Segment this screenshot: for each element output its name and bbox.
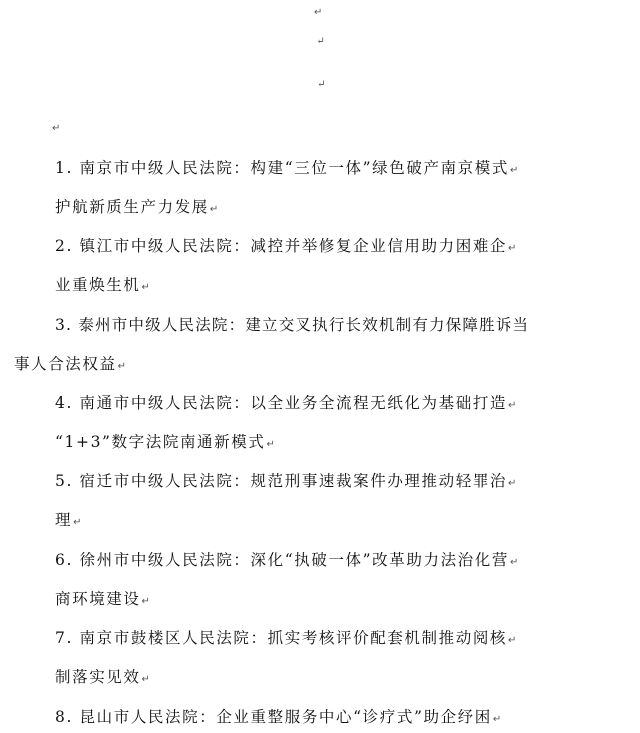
paragraph-mark: ↵ [117, 361, 126, 372]
list-item-1-line-2: 护航新质生产力发展↵ [55, 198, 219, 216]
paragraph-mark: ↵ [508, 635, 517, 646]
blank-paragraph-mark: ↵ [52, 123, 61, 134]
paragraph-mark: ↵ [508, 400, 517, 411]
list-item-3-line-1: 3. 泰州市中级人民法院：建立交叉执行长效机制有力保障胜诉当 [55, 316, 530, 334]
top-paragraph-mark: ↵ [314, 7, 323, 18]
paragraph-mark: ↵ [266, 439, 275, 450]
list-item-2-line-2: 业重焕生机↵ [55, 276, 150, 294]
paragraph-mark: ↵ [492, 714, 502, 725]
paragraph-mark: ↵ [508, 478, 517, 489]
document-title-line-2 [0, 79, 640, 90]
list-item-5-line-2: 理↵ [55, 511, 82, 529]
paragraph-mark: ↵ [509, 165, 519, 176]
paragraph-mark: ↵ [141, 596, 150, 607]
list-item-1-line-1: 1. 南京市中级人民法院：构建“三位一体”绿色破产南京模式↵ [55, 159, 519, 177]
list-item-6-line-1: 6. 徐州市中级人民法院：深化“执破一体”改革助力法治化营↵ [55, 551, 519, 569]
paragraph-mark: ↵ [509, 557, 519, 568]
list-item-8-line-1: 8. 昆山市人民法院：企业重整服务中心“诊疗式”助企纾困↵ [55, 708, 502, 726]
paragraph-mark: ↵ [141, 674, 150, 685]
list-item-3-line-2: 事人合法权益↵ [14, 355, 126, 373]
paragraph-mark: ↵ [73, 517, 82, 528]
paragraph-mark: ↵ [508, 243, 517, 254]
paragraph-mark: ↵ [209, 204, 219, 215]
paragraph-mark: ↵ [317, 79, 326, 90]
list-item-6-line-2: 商环境建设↵ [55, 590, 150, 608]
paragraph-mark: ↵ [141, 282, 150, 293]
list-item-2-line-1: 2. 镇江市中级人民法院：减控并举修复企业信用助力困难企↵ [55, 237, 517, 255]
document-title-line-1 [0, 36, 640, 47]
paragraph-mark: ↵ [316, 36, 325, 47]
list-item-7-line-2: 制落实见效↵ [55, 668, 150, 686]
list-item-7-line-1: 7. 南京市鼓楼区人民法院：抓实考核评价配套机制推动阅核↵ [55, 629, 517, 647]
list-item-4-line-1: 4. 南通市中级人民法院：以全业务全流程无纸化为基础打造↵ [55, 394, 517, 412]
list-item-5-line-1: 5. 宿迁市中级人民法院：规范刑事速裁案件办理推动轻罪治↵ [55, 472, 517, 490]
list-item-4-line-2: “1+3”数字法院南通新模式↵ [55, 433, 275, 451]
